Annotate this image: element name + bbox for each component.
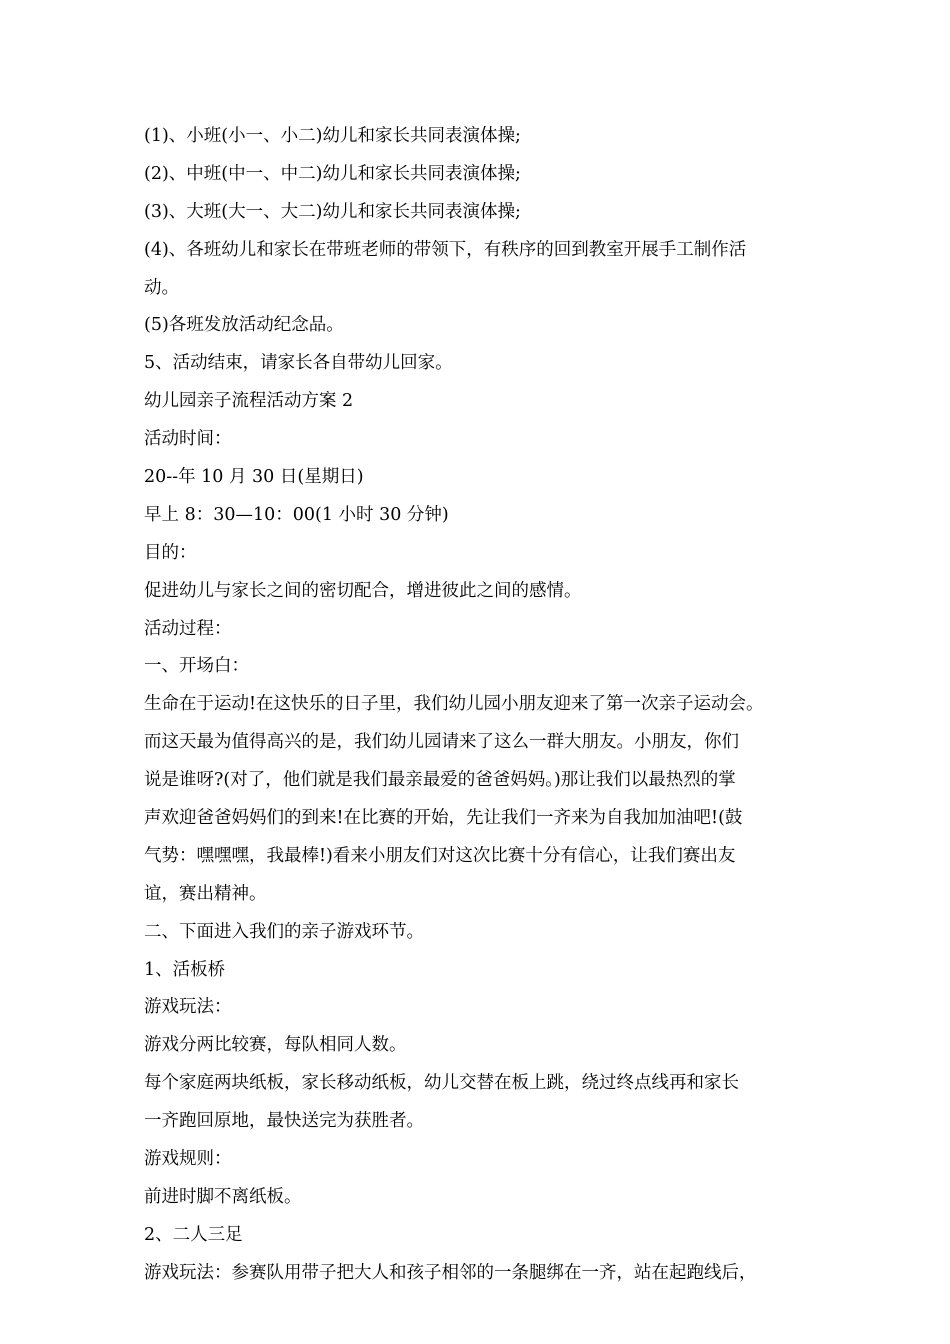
text-line: 谊，赛出精神。 [144, 883, 267, 904]
text-line: 2、二人三足 [144, 1224, 243, 1245]
text-line: 一、开场白： [144, 656, 249, 677]
text-line: 前进时脚不离纸板。 [144, 1186, 302, 1207]
text-line: 活动时间： [144, 429, 232, 450]
text-line: 生命在于运动!在这快乐的日子里，我们幼儿园小朋友迎来了第一次亲子运动会。 [144, 694, 764, 715]
text-line: (1)、小班(小一、小二)幼儿和家长共同表演体操; [144, 126, 521, 146]
text-line: 游戏玩法：参赛队用带子把大人和孩子相邻的一条腿绑在一齐，站在起跑线后， [144, 1262, 757, 1283]
text-line: (5)各班发放活动纪念品。 [144, 315, 344, 336]
text-line: (4)、各班幼儿和家长在带班老师的带领下，有秩序的回到教室开展手工制作活 [144, 239, 747, 260]
text-line: 而这天最为值得高兴的是，我们幼儿园请来了这么一群大朋友。小朋友，你们 [144, 732, 739, 753]
text-line: 一齐跑回原地，最快送完为获胜者。 [144, 1111, 424, 1132]
text-line: 每个家庭两块纸板，家长移动纸板，幼儿交替在板上跳，绕过终点线再和家长 [144, 1073, 739, 1094]
text-line: 气势：嘿嘿嘿，我最棒!)看来小朋友们对这次比赛十分有信心，让我们赛出友 [144, 845, 736, 866]
text-line: 说是谁呀?(对了，他们就是我们最亲最爱的爸爸妈妈。)那让我们以最热烈的掌 [144, 770, 736, 791]
text-line: 动。 [144, 277, 179, 298]
text-line: 活动过程： [144, 618, 232, 639]
text-line: (2)、中班(中一、中二)幼儿和家长共同表演体操; [144, 163, 521, 184]
document-body [144, 118, 824, 1293]
text-line: 游戏玩法： [144, 997, 232, 1018]
text-line: (3)、大班(大一、大二)幼儿和家长共同表演体操; [144, 201, 521, 222]
text-line: 游戏规则： [144, 1149, 232, 1170]
text-line: 5、活动结束，请家长各自带幼儿回家。 [144, 353, 453, 374]
section-title: 幼儿园亲子流程活动方案 2 [144, 391, 354, 412]
text-line: 目的： [144, 542, 197, 563]
text-line: 1、活板桥 [144, 959, 226, 980]
text-line: 20--年 10 月 30 日(星期日) [144, 467, 364, 488]
text-line: 声欢迎爸爸妈妈们的到来!在比赛的开始，先让我们一齐来为自我加加油吧!(鼓 [144, 808, 743, 829]
text-line: 早上 8：30—10：00(1 小时 30 分钟) [144, 504, 449, 525]
text-line: 游戏分两比较赛，每队相同人数。 [144, 1035, 407, 1056]
text-line: 促进幼儿与家长之间的密切配合，增进彼此之间的感情。 [144, 580, 582, 601]
text-line: 二、下面进入我们的亲子游戏环节。 [144, 921, 424, 942]
